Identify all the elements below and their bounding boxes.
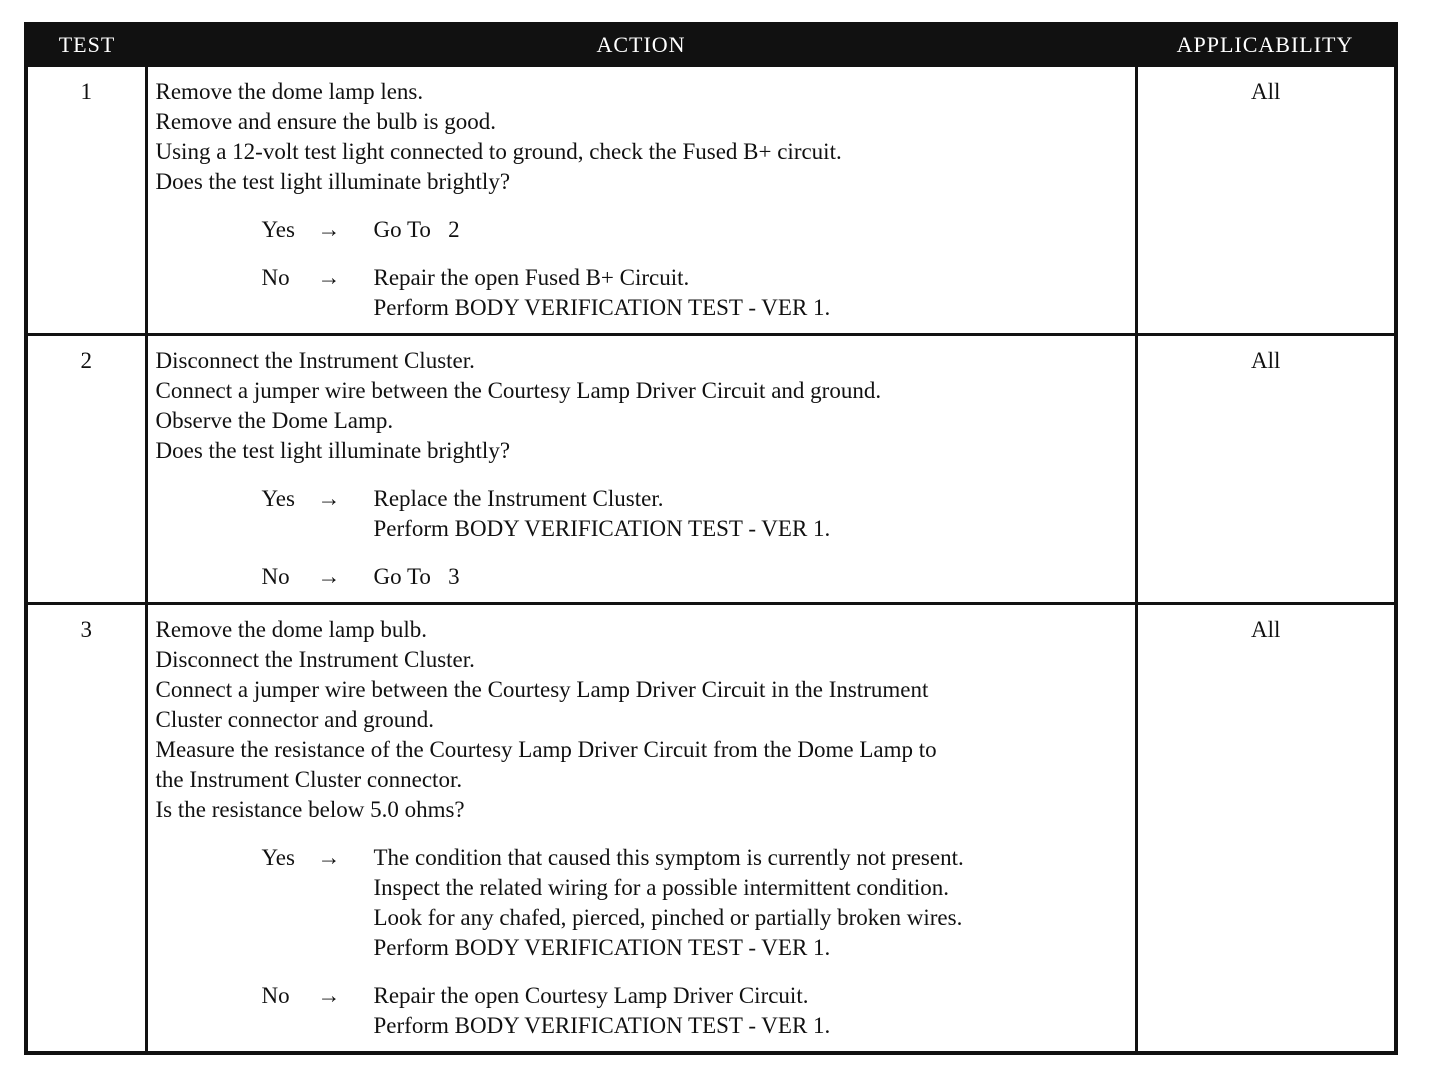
test-number: 1: [26, 66, 146, 335]
table-row: [26, 604, 1396, 1054]
test-number: 2: [26, 335, 146, 604]
outcome-no: [262, 562, 1129, 592]
outcome-result-line: Go To 2: [373, 217, 460, 242]
arrow-right-icon: →: [317, 265, 341, 290]
arrow-right-icon: →: [317, 983, 341, 1008]
table-header-row: [26, 24, 1396, 66]
action-step: Remove the dome lamp lens.: [155, 79, 424, 104]
applicability-value: All: [1136, 335, 1396, 604]
action-step: Does the test light illuminate brightly?: [155, 169, 511, 194]
action-steps: [156, 346, 1129, 466]
outcome-yes-label: Yes: [261, 217, 295, 242]
diagnostic-test-table: [24, 22, 1398, 1055]
action-step: Connect a jumper wire between the Courtesy Lamp Driver Circuit in the Instrument: [155, 677, 929, 702]
outcome-yes: [262, 843, 1129, 963]
outcome-result-line: The condition that caused this symptom is currently not present.: [373, 845, 964, 870]
action-step: Observe the Dome Lamp.: [155, 408, 394, 433]
test-number: 3: [26, 604, 146, 1054]
outcome-yes-result: [374, 843, 964, 963]
action-cell: [146, 604, 1136, 1054]
outcome-no-label: No: [261, 564, 290, 589]
outcome-no-label: No: [261, 265, 290, 290]
header-action: ACTION: [146, 24, 1136, 66]
outcome-result-line: Perform BODY VERIFICATION TEST - VER 1.: [373, 516, 831, 541]
table-body: [26, 66, 1396, 1054]
arrow-right-icon: →: [317, 486, 341, 511]
outcome-result-line: Replace the Instrument Cluster.: [373, 486, 664, 511]
outcome-no-result: [374, 263, 831, 323]
outcome-result-line: Inspect the related wiring for a possible intermittent condition.: [373, 875, 949, 900]
action-step: Measure the resistance of the Courtesy Lamp Driver Circuit from the Dome Lamp to: [155, 737, 937, 762]
action-step: Cluster connector and ground.: [155, 707, 434, 732]
outcome-no-result: [374, 981, 831, 1041]
outcome-yes: [262, 484, 1129, 544]
arrow-right-icon: →: [317, 845, 341, 870]
action-step: Disconnect the Instrument Cluster.: [155, 348, 475, 373]
outcome-no-result: [374, 562, 460, 592]
outcome-result-line: Go To 3: [373, 564, 460, 589]
action-step: the Instrument Cluster connector.: [155, 767, 463, 792]
arrow-right-icon: →: [317, 564, 341, 589]
outcome-result-line: Repair the open Courtesy Lamp Driver Circuit.: [373, 983, 809, 1008]
action-step: Disconnect the Instrument Cluster.: [155, 647, 475, 672]
table-row: [26, 335, 1396, 604]
diagnostic-test-table-container: [24, 22, 1394, 1055]
outcome-yes-result: [374, 484, 831, 544]
outcome-yes-label: Yes: [261, 486, 295, 511]
action-cell: [146, 66, 1136, 335]
action-step: Is the resistance below 5.0 ohms?: [155, 797, 465, 822]
outcome-no-label: No: [261, 983, 290, 1008]
action-step: Connect a jumper wire between the Courtesy Lamp Driver Circuit and ground.: [155, 378, 882, 403]
outcome-yes-result: [374, 215, 460, 245]
outcome-result-line: Repair the open Fused B+ Circuit.: [373, 265, 690, 290]
outcome-result-line: Perform BODY VERIFICATION TEST - VER 1.: [373, 295, 831, 320]
outcome-no: [262, 263, 1129, 323]
action-steps: [156, 77, 1129, 197]
outcome-no: [262, 981, 1129, 1041]
action-step: Remove the dome lamp bulb.: [155, 617, 427, 642]
action-step: Using a 12-volt test light connected to ground, check the Fused B+ circuit.: [155, 139, 842, 164]
outcome-result-line: Look for any chafed, pierced, pinched or partially broken wires.: [373, 905, 963, 930]
outcome-result-line: Perform BODY VERIFICATION TEST - VER 1.: [373, 935, 831, 960]
outcome-result-line: Perform BODY VERIFICATION TEST - VER 1.: [373, 1013, 831, 1038]
outcome-yes: [262, 215, 1129, 245]
applicability-value: All: [1136, 604, 1396, 1054]
action-step: Remove and ensure the bulb is good.: [155, 109, 496, 134]
outcome-yes-label: Yes: [261, 845, 295, 870]
table-row: [26, 66, 1396, 335]
header-test: TEST: [26, 24, 146, 66]
arrow-right-icon: →: [317, 217, 341, 242]
applicability-value: All: [1136, 66, 1396, 335]
header-applicability: APPLICABILITY: [1136, 24, 1396, 66]
action-steps: [156, 615, 1129, 825]
action-cell: [146, 335, 1136, 604]
action-step: Does the test light illuminate brightly?: [155, 438, 511, 463]
